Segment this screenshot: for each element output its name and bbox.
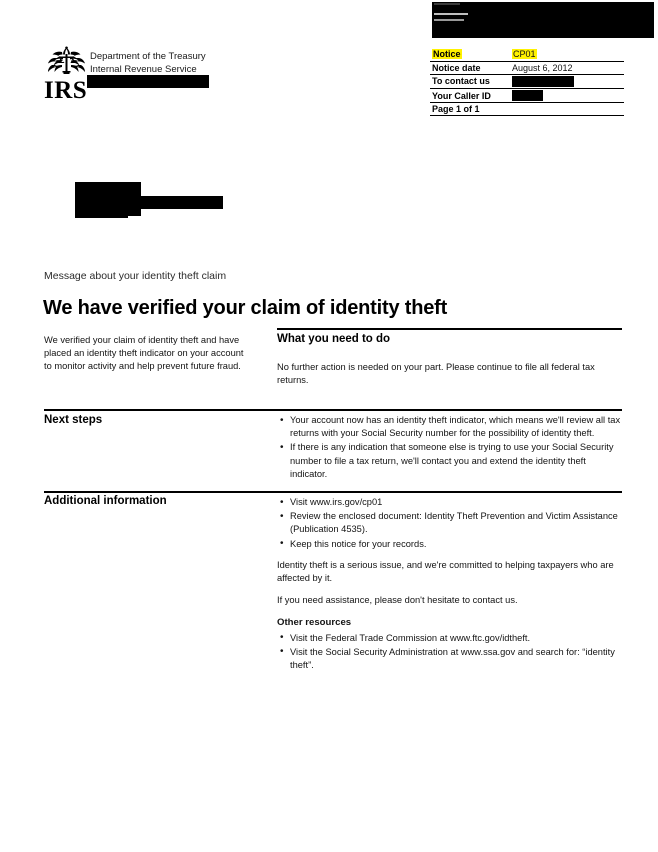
redaction-artifact — [434, 19, 464, 21]
list-item: • Visit the Social Security Administration at www.ssa.gov and search for: “identity theft”. — [290, 646, 622, 672]
page-value-empty — [510, 103, 624, 116]
page-title: We have verified your claim of identity theft — [43, 297, 448, 320]
next-steps-body — [277, 414, 622, 482]
table-row-notice — [430, 48, 624, 61]
contact-phone-redaction — [512, 76, 574, 87]
assistance-statement: If you need assistance, please don't hesitate to contact us. — [277, 595, 518, 606]
department-line-1: Department of the Treasury — [90, 51, 206, 62]
list-item: • Your account now has an identity theft indicator, which means we'll review all tax returns with your Social Security number for the possibility of identity theft. — [290, 414, 622, 440]
department-line-2: Internal Revenue Service — [90, 63, 197, 75]
recipient-address-redaction — [75, 205, 128, 218]
summary-text: We verified your claim of identity theft and have placed an identity theft indicator on your account to monitor activity and help prevent future fraud. — [44, 335, 244, 372]
table-row-caller-id — [430, 89, 624, 103]
redaction-artifact — [434, 3, 460, 5]
next-steps-heading: Next steps — [44, 414, 103, 426]
notice-info-table — [430, 48, 624, 116]
notice-value-text: CP01 — [513, 49, 536, 60]
caller-id-redaction — [512, 90, 543, 101]
section-rule-what-you-need-to-do — [277, 328, 622, 330]
section-rule-next-steps — [44, 409, 622, 411]
list-item: • Keep this notice for your records. — [290, 538, 622, 551]
additional-information-body — [277, 496, 622, 673]
additional-information-bullet-list — [277, 496, 622, 551]
list-item: • Visit the Federal Trade Commission at www.ftc.gov/idtheft. — [290, 632, 622, 645]
list-item: • Visit www.irs.gov/cp01 — [290, 496, 622, 509]
to-contact-us-label: To contact us — [430, 74, 510, 88]
identity-theft-statement: Identity theft is a serious issue, and we're committed to helping taxpayers who are affected by it. — [277, 559, 614, 584]
notice-label — [430, 48, 510, 61]
sender-address-redaction — [432, 2, 654, 38]
irs-wordmark: IRS — [44, 77, 88, 104]
notice-date-label: Notice date — [430, 61, 510, 74]
caller-id-value — [510, 89, 624, 103]
other-resources-heading: Other resources — [277, 617, 352, 629]
list-item: • If there is any indication that someone else is trying to use your Social Security number to file a tax return, we'll contact you and extend the identity theft indicator. — [290, 441, 622, 481]
to-contact-us-value — [510, 74, 624, 88]
notice-label-text: Notice — [433, 49, 461, 60]
section-rule-additional-information — [44, 491, 622, 493]
next-steps-bullet-list — [277, 414, 622, 481]
caller-id-label: Your Caller ID — [430, 89, 510, 103]
list-item: • Review the enclosed document: Identity Theft Prevention and Victim Assistance (Publication 4535). — [290, 510, 622, 536]
table-row-to-contact-us — [430, 74, 624, 88]
table-row-notice-date — [430, 61, 624, 74]
additional-information-heading: Additional information — [44, 495, 167, 507]
what-you-need-to-do-text: No further action is needed on your part. Please continue to file all federal tax returns. — [277, 362, 595, 386]
what-you-need-to-do-heading: What you need to do — [277, 333, 391, 345]
page-label: Page 1 of 1 — [430, 103, 510, 116]
notice-value — [510, 48, 624, 61]
notice-date-value: August 6, 2012 — [510, 61, 624, 74]
notice-kicker: Message about your identity theft claim — [44, 270, 227, 282]
redaction-artifact — [434, 13, 468, 15]
agency-name — [90, 51, 206, 76]
table-row-page — [430, 103, 624, 116]
office-address-redaction — [87, 75, 209, 88]
irs-eagle-seal-icon — [44, 45, 89, 81]
other-resources-bullet-list — [277, 632, 622, 673]
irs-logo-block — [44, 45, 244, 104]
